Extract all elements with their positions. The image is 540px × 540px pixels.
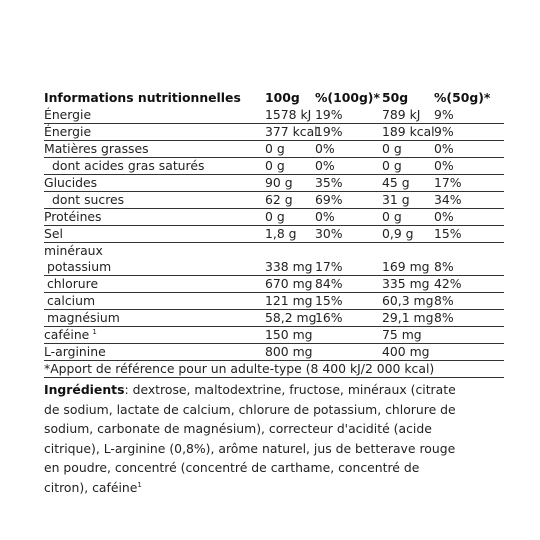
value-per-50g: 789 kJ xyxy=(382,107,434,124)
nutrient-label: dont sucres xyxy=(52,192,125,207)
value-per-50g xyxy=(382,243,434,260)
percent-per-100g xyxy=(315,344,382,361)
table-row xyxy=(44,158,504,175)
value-per-50g: 335 mg xyxy=(382,276,434,293)
nutrient-label: dont acides gras saturés xyxy=(52,158,205,173)
table-row xyxy=(44,209,504,226)
percent-per-100g: 0% xyxy=(315,209,382,226)
nutrient-name xyxy=(44,293,265,310)
value-per-100g: 1,8 g xyxy=(265,226,315,243)
nutrient-name xyxy=(44,276,265,293)
nutrient-label: L-arginine xyxy=(44,344,106,359)
nutrient-label: caféine xyxy=(44,327,90,342)
percent-per-50g: 0% xyxy=(434,141,504,158)
value-per-50g: 29,1 mg xyxy=(382,310,434,325)
nutrient-name xyxy=(44,192,265,209)
value-per-50g: 0 g xyxy=(382,209,434,226)
percent-per-100g: 84% xyxy=(315,276,382,293)
table-row xyxy=(44,124,504,141)
table-row xyxy=(44,276,504,293)
nutrient-name xyxy=(44,124,265,141)
value-per-100g: 0 g xyxy=(265,209,315,226)
nutrient-label: Énergie xyxy=(44,107,92,122)
table-row xyxy=(44,226,504,243)
percent-per-50g: 42% xyxy=(434,276,504,293)
table-row xyxy=(44,107,504,124)
percent-per-100g xyxy=(315,327,382,344)
value-per-100g xyxy=(265,243,315,260)
value-per-50g: 31 g xyxy=(382,192,434,209)
header-nutrition-info: Informations nutritionnelles xyxy=(44,90,241,105)
value-per-100g: 150 mg xyxy=(265,327,315,344)
nutrient-label: magnésium xyxy=(47,310,120,325)
percent-per-100g: 19% xyxy=(315,124,382,141)
percent-per-50g xyxy=(434,327,504,344)
percent-per-100g: 0% xyxy=(315,158,382,175)
nutrient-label: Glucides xyxy=(44,175,98,190)
table-row xyxy=(44,327,504,344)
value-per-100g: 377 kcal xyxy=(265,124,318,139)
value-per-100g: 121 mg xyxy=(265,293,315,310)
percent-per-100g: 19% xyxy=(315,107,382,124)
table-row xyxy=(44,259,504,276)
nutrient-name xyxy=(44,344,265,361)
nutrient-name xyxy=(44,175,265,192)
value-per-100g: 0 g xyxy=(265,141,315,158)
nutrient-name xyxy=(44,209,265,226)
value-per-100g: 90 g xyxy=(265,175,315,192)
nutrient-name xyxy=(44,141,265,158)
table-row xyxy=(44,293,504,310)
percent-per-100g xyxy=(315,243,382,260)
percent-per-50g: 0% xyxy=(434,209,504,226)
nutrient-label: Sel xyxy=(44,226,63,241)
nutrition-table xyxy=(44,89,504,361)
value-per-50g: 0 g xyxy=(382,141,434,158)
table-row xyxy=(44,192,504,209)
reference-intake-footnote: *Apport de référence pour un adulte-type (8 400 kJ/2 000 kcal) xyxy=(44,361,504,378)
ingredients-block xyxy=(44,380,464,497)
value-per-100g: 58,2 mg xyxy=(265,310,317,325)
footnote-mark: 1 xyxy=(92,327,97,336)
header-percent-50g: %(50g)* xyxy=(434,90,491,105)
value-per-100g: 0 g xyxy=(265,158,315,175)
nutrient-name xyxy=(44,259,265,276)
percent-per-50g: 15% xyxy=(434,226,504,243)
percent-per-50g: 8% xyxy=(434,293,504,310)
value-per-50g: 45 g xyxy=(382,175,434,192)
value-per-50g: 169 mg xyxy=(382,259,434,276)
percent-per-100g: 16% xyxy=(315,310,382,327)
percent-per-100g: 35% xyxy=(315,175,382,192)
header-per-50g: 50g xyxy=(382,90,409,105)
percent-per-50g xyxy=(434,243,504,260)
nutrient-name xyxy=(44,158,265,175)
value-per-50g: 189 kcal xyxy=(382,124,435,139)
nutrient-name xyxy=(44,327,265,344)
nutrient-name xyxy=(44,310,265,327)
header-percent-100g: %(100g)* xyxy=(315,90,380,105)
percent-per-100g: 69% xyxy=(315,192,382,209)
percent-per-50g: 0% xyxy=(434,158,504,175)
nutrient-name xyxy=(44,243,265,260)
value-per-50g: 0,9 g xyxy=(382,226,434,243)
percent-per-100g: 17% xyxy=(315,259,382,276)
percent-per-50g: 8% xyxy=(434,259,504,276)
value-per-50g: 0 g xyxy=(382,158,434,175)
header-per-100g: 100g xyxy=(265,90,300,105)
percent-per-50g xyxy=(434,344,504,361)
value-per-100g: 338 mg xyxy=(265,259,315,276)
value-per-100g: 670 mg xyxy=(265,276,315,293)
percent-per-100g: 30% xyxy=(315,226,382,243)
table-row xyxy=(44,175,504,192)
percent-per-100g: 0% xyxy=(315,141,382,158)
nutrient-label: Protéines xyxy=(44,209,102,224)
ingredients-text: : dextrose, maltodextrine, fructose, minéraux (citrate de sodium, lactate de calcium, chlorure de potassium, chlorure de sodium, carbonate de magnésium), correcteur d'acidité (acide citrique), L-arginine (0,8%), arôme naturel, jus de betterave rouge en poudre, concentré (concentré de carthame, concentré de citron), caféine xyxy=(44,382,456,495)
percent-per-50g: 17% xyxy=(434,175,504,192)
ingredients-footnote-mark: 1 xyxy=(137,480,142,489)
percent-per-50g: 9% xyxy=(434,124,504,141)
table-row xyxy=(44,344,504,361)
nutrient-label: chlorure xyxy=(47,276,99,291)
percent-per-50g: 8% xyxy=(434,310,504,327)
percent-per-50g: 34% xyxy=(434,192,504,209)
value-per-100g: 800 mg xyxy=(265,344,315,361)
value-per-100g: 1578 kJ xyxy=(265,107,315,124)
value-per-50g: 60,3 mg xyxy=(382,293,434,308)
ingredients-label: Ingrédients xyxy=(44,382,125,397)
nutrient-label: Matières grasses xyxy=(44,141,149,156)
value-per-100g: 62 g xyxy=(265,192,315,209)
table-row xyxy=(44,141,504,158)
percent-per-100g: 15% xyxy=(315,293,382,310)
nutrient-name xyxy=(44,107,265,124)
table-header-row xyxy=(44,89,504,107)
percent-per-50g: 9% xyxy=(434,107,504,124)
nutrition-panel xyxy=(44,89,504,497)
table-row xyxy=(44,243,504,260)
value-per-50g: 400 mg xyxy=(382,344,434,361)
table-row xyxy=(44,310,504,327)
nutrient-label: minéraux xyxy=(44,243,103,258)
nutrient-name xyxy=(44,226,265,243)
nutrient-label: Énergie xyxy=(44,124,92,139)
value-per-50g: 75 mg xyxy=(382,327,434,344)
nutrient-label: calcium xyxy=(47,293,96,308)
nutrition-table-body xyxy=(44,107,504,361)
nutrient-label: potassium xyxy=(47,259,112,274)
